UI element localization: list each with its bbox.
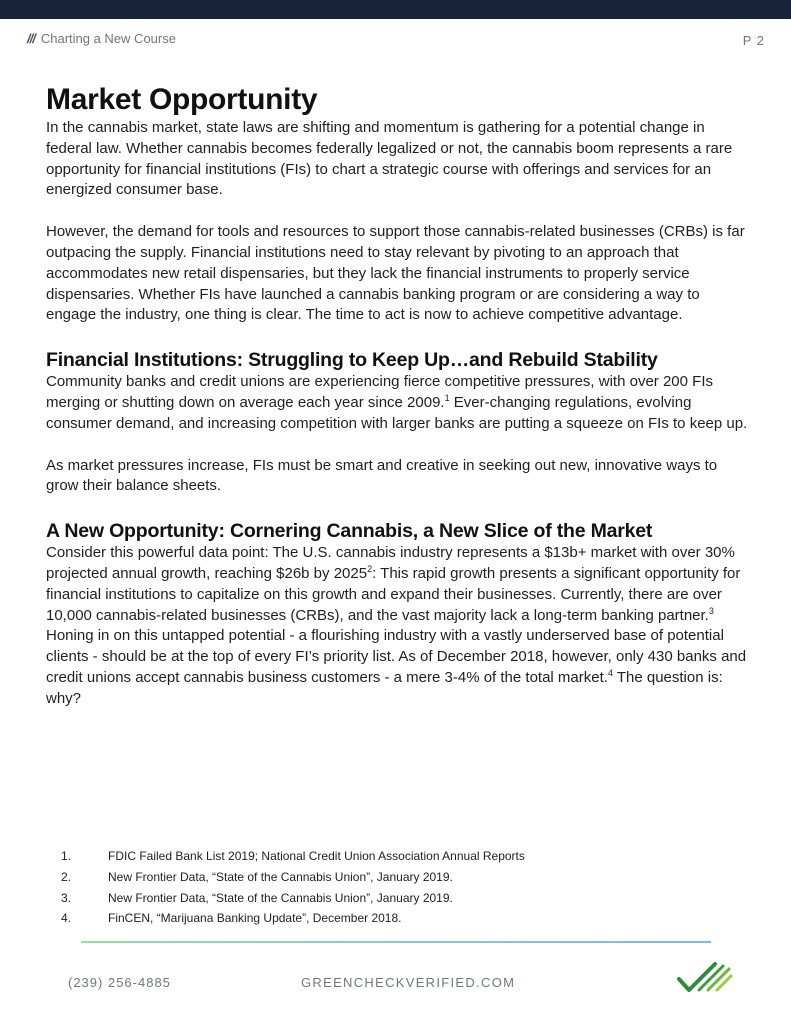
footnote-text: FDIC Failed Bank List 2019; National Credit Union Association Annual Reports: [108, 849, 525, 863]
footnote-number: 2.: [61, 869, 72, 884]
page-number: P 2: [742, 33, 765, 48]
footnote-ref-3: 3: [708, 605, 714, 616]
section2-text-b: : This rapid growth presents a significant opportunity for financial institutions to capitalize on this growth and expand their businesses. Currently, there are over 10,000 cannabis-related businesses (CRBs), and the vast majority lack a long-term banking partner.: [46, 564, 741, 624]
intro-paragraph-2: However, the demand for tools and resources to support those cannabis-related businesses (CRBs) is far outpacing the supply. Financial institutions need to stay relevant by pivoting to an approach that accommodates new retail dispensaries, but they lack the financial instruments to properly service dispensaries. Whether FIs have launched a cannabis banking program or are considering a way to engage the industry, one thing is clear. The time to act is now to achieve competitive advantage.: [46, 223, 745, 324]
section1-paragraph-2: As market pressures increase, FIs must be smart and creative in seeking out new, innovative ways to grow their balance sheets.: [46, 456, 718, 495]
section-heading-new-opportunity: A New Opportunity: Cornering Cannabis, a New Slice of the Market: [46, 520, 653, 543]
footnote-item: [61, 908, 721, 929]
footer-divider: [81, 941, 711, 943]
header-title: Charting a New Course: [40, 31, 176, 46]
footnote-item: [61, 888, 721, 909]
footnote-number: 3.: [61, 890, 72, 905]
footnote-ref-1: 1: [444, 392, 450, 403]
section1-text-a: Community banks and credit unions are experiencing fierce competitive pressures, with over 200 FIs merging or shutting down on average each year since 2009.: [46, 373, 713, 411]
section2-text-d: The question is: why?: [46, 668, 723, 707]
main-content: [46, 82, 750, 710]
section2-text-a: Consider this powerful data point: The U.S. cannabis industry represents a $13b+ market with over 30% projected annual growth, reaching $26b by 2025: [46, 544, 735, 582]
section1-paragraph-1: [46, 372, 750, 434]
header-slashes: ///: [27, 31, 35, 46]
footnote-number: 4.: [61, 911, 72, 926]
footer-website-link[interactable]: GREENCHECKVERIFIED.COM: [301, 975, 516, 990]
footnote-ref-2: 2: [367, 563, 373, 574]
footnotes-list: [61, 846, 721, 929]
running-header: [27, 31, 176, 46]
page-title: Market Opportunity: [46, 83, 318, 116]
footnote-item: [61, 867, 721, 888]
section-heading-financial-institutions: Financial Institutions: Struggling to Keep Up…and Rebuild Stability: [46, 349, 658, 372]
footnote-item: [61, 846, 721, 867]
footnote-number: 1.: [61, 849, 72, 863]
section2-paragraph: [46, 543, 750, 709]
top-banner: [0, 0, 791, 19]
footer-phone: (239) 256-4885: [68, 975, 171, 990]
section1-text-b: Ever-changing regulations, evolving consumer demand, and increasing competition with larger banks are putting a squeeze on FIs to keep up.: [46, 393, 748, 432]
footnote-text: New Frontier Data, “State of the Cannabis Union”, January 2019.: [108, 890, 453, 905]
intro-paragraph-1: In the cannabis market, state laws are shifting and momentum is gathering for a potential change in federal law. Whether cannabis becomes federally legalized or not, the cannabis boom represents a rare opportunity for financial institutions (FIs) to chart a strategic course with offerings and services for an energized consumer base.: [46, 119, 733, 199]
footnote-text: New Frontier Data, “State of the Cannabis Union”, January 2019.: [108, 869, 453, 884]
footnote-text: FinCEN, “Marijuana Banking Update”, December 2018.: [108, 911, 402, 926]
check-stripes-logo-icon: [677, 961, 733, 993]
section2-text-c: Honing in on this untapped potential - a flourishing industry with a vastly underserved base of potential clients - should be at the top of every FI’s priority list. As of December 2018, however, only 430 banks and credit unions accept cannabis business customers - a mere 3-4% of the total market.: [46, 627, 747, 686]
footnote-ref-4: 4: [607, 667, 613, 678]
